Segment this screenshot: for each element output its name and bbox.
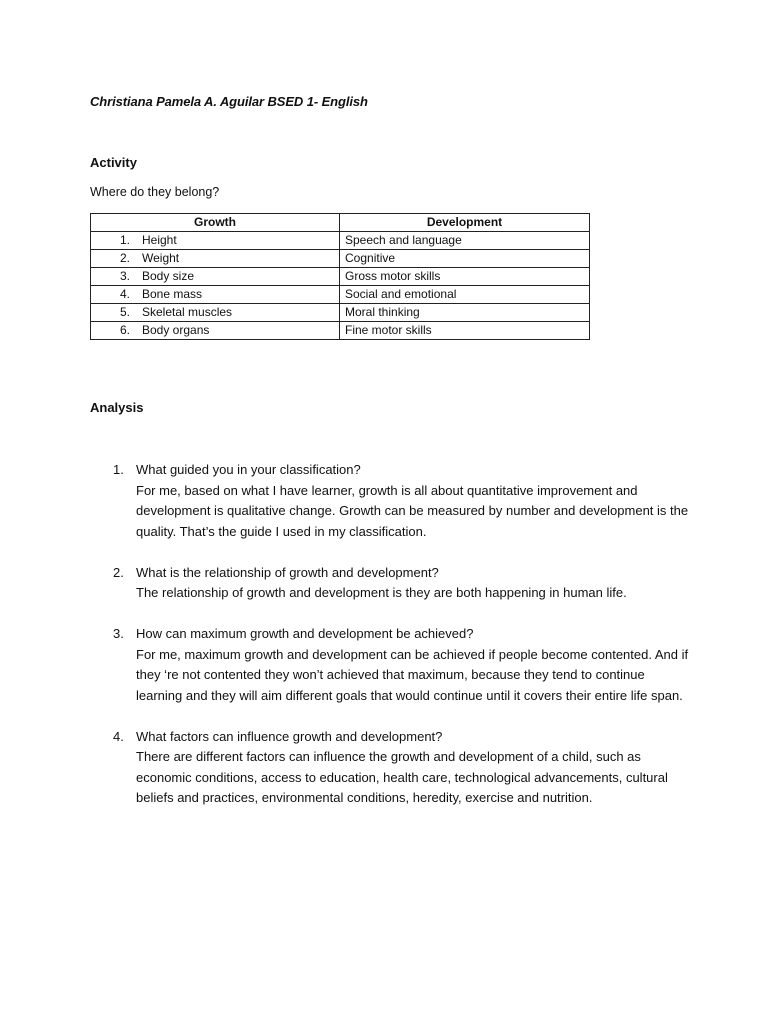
growth-item: Weight [142, 251, 180, 265]
answer-text: For me, maximum growth and development can be achieved if people become contented. And if they ‘re not contented they won’t achieved that maximum, because they tend to continue learning and they will aim different goals that would continue until it covers their entire life span. [136, 646, 689, 703]
growth-cell [91, 268, 340, 286]
row-number: 3. [120, 269, 131, 283]
question-text: What is the relationship of growth and development? [136, 564, 439, 580]
table-row [91, 268, 590, 286]
question-number: 2. [113, 564, 124, 580]
analysis-heading: Analysis [90, 400, 144, 415]
table-header-row [91, 214, 590, 232]
activity-instruction: Where do they belong? [90, 185, 220, 199]
development-cell: Moral thinking [340, 304, 590, 322]
development-cell: Speech and language [340, 232, 590, 250]
growth-item: Body size [142, 269, 195, 283]
list-item [113, 563, 693, 604]
list-item [113, 727, 693, 809]
row-number: 4. [120, 287, 131, 301]
question-number: 1. [113, 462, 124, 477]
activity-heading: Activity [90, 155, 137, 170]
answer-text: There are different factors can influence the growth and development of a child, such as economic conditions, access to education, health care, technological advancements, cultural beliefs and practices, environmental conditions, heredity, exercise and nutrition. [136, 749, 668, 805]
list-item [113, 460, 693, 542]
development-column-header: Development [340, 214, 590, 232]
growth-cell [91, 286, 340, 304]
row-number: 1. [120, 233, 131, 247]
table-row [91, 286, 590, 304]
growth-item: Height [142, 233, 177, 247]
growth-item: Skeletal muscles [142, 305, 233, 319]
growth-cell [91, 322, 340, 340]
question-number: 4. [113, 728, 124, 744]
answer-text: For me, based on what I have learner, growth is all about quantitative improvement and development is qualitative change. Growth can be measured by number and development is the quality. That’s the guide I used in my classification. [136, 482, 689, 539]
growth-cell [91, 250, 340, 268]
development-cell: Gross motor skills [340, 268, 590, 286]
author-line: Christiana Pamela A. Aguilar BSED 1- English [90, 94, 368, 109]
question-number: 3. [113, 626, 124, 641]
growth-item: Bone mass [142, 287, 203, 301]
development-cell: Social and emotional [340, 286, 590, 304]
question-text: What factors can influence growth and development? [136, 728, 443, 744]
question-text: What guided you in your classification? [136, 462, 361, 477]
row-number: 5. [120, 305, 131, 319]
answer-text: The relationship of growth and development is they are both happening in human life. [136, 585, 627, 600]
growth-cell [91, 232, 340, 250]
list-item [113, 624, 693, 706]
classification-table [90, 213, 590, 340]
row-number: 6. [120, 323, 131, 337]
growth-column-header: Growth [91, 214, 340, 232]
table-row [91, 250, 590, 268]
table-row [91, 232, 590, 250]
table-row [91, 304, 590, 322]
development-cell: Fine motor skills [340, 322, 590, 340]
development-cell: Cognitive [340, 250, 590, 268]
analysis-question-list [113, 460, 693, 829]
growth-cell [91, 304, 340, 322]
question-text: How can maximum growth and development be achieved? [136, 626, 474, 641]
row-number: 2. [120, 251, 131, 265]
growth-item: Body organs [142, 323, 210, 337]
table-row [91, 322, 590, 340]
